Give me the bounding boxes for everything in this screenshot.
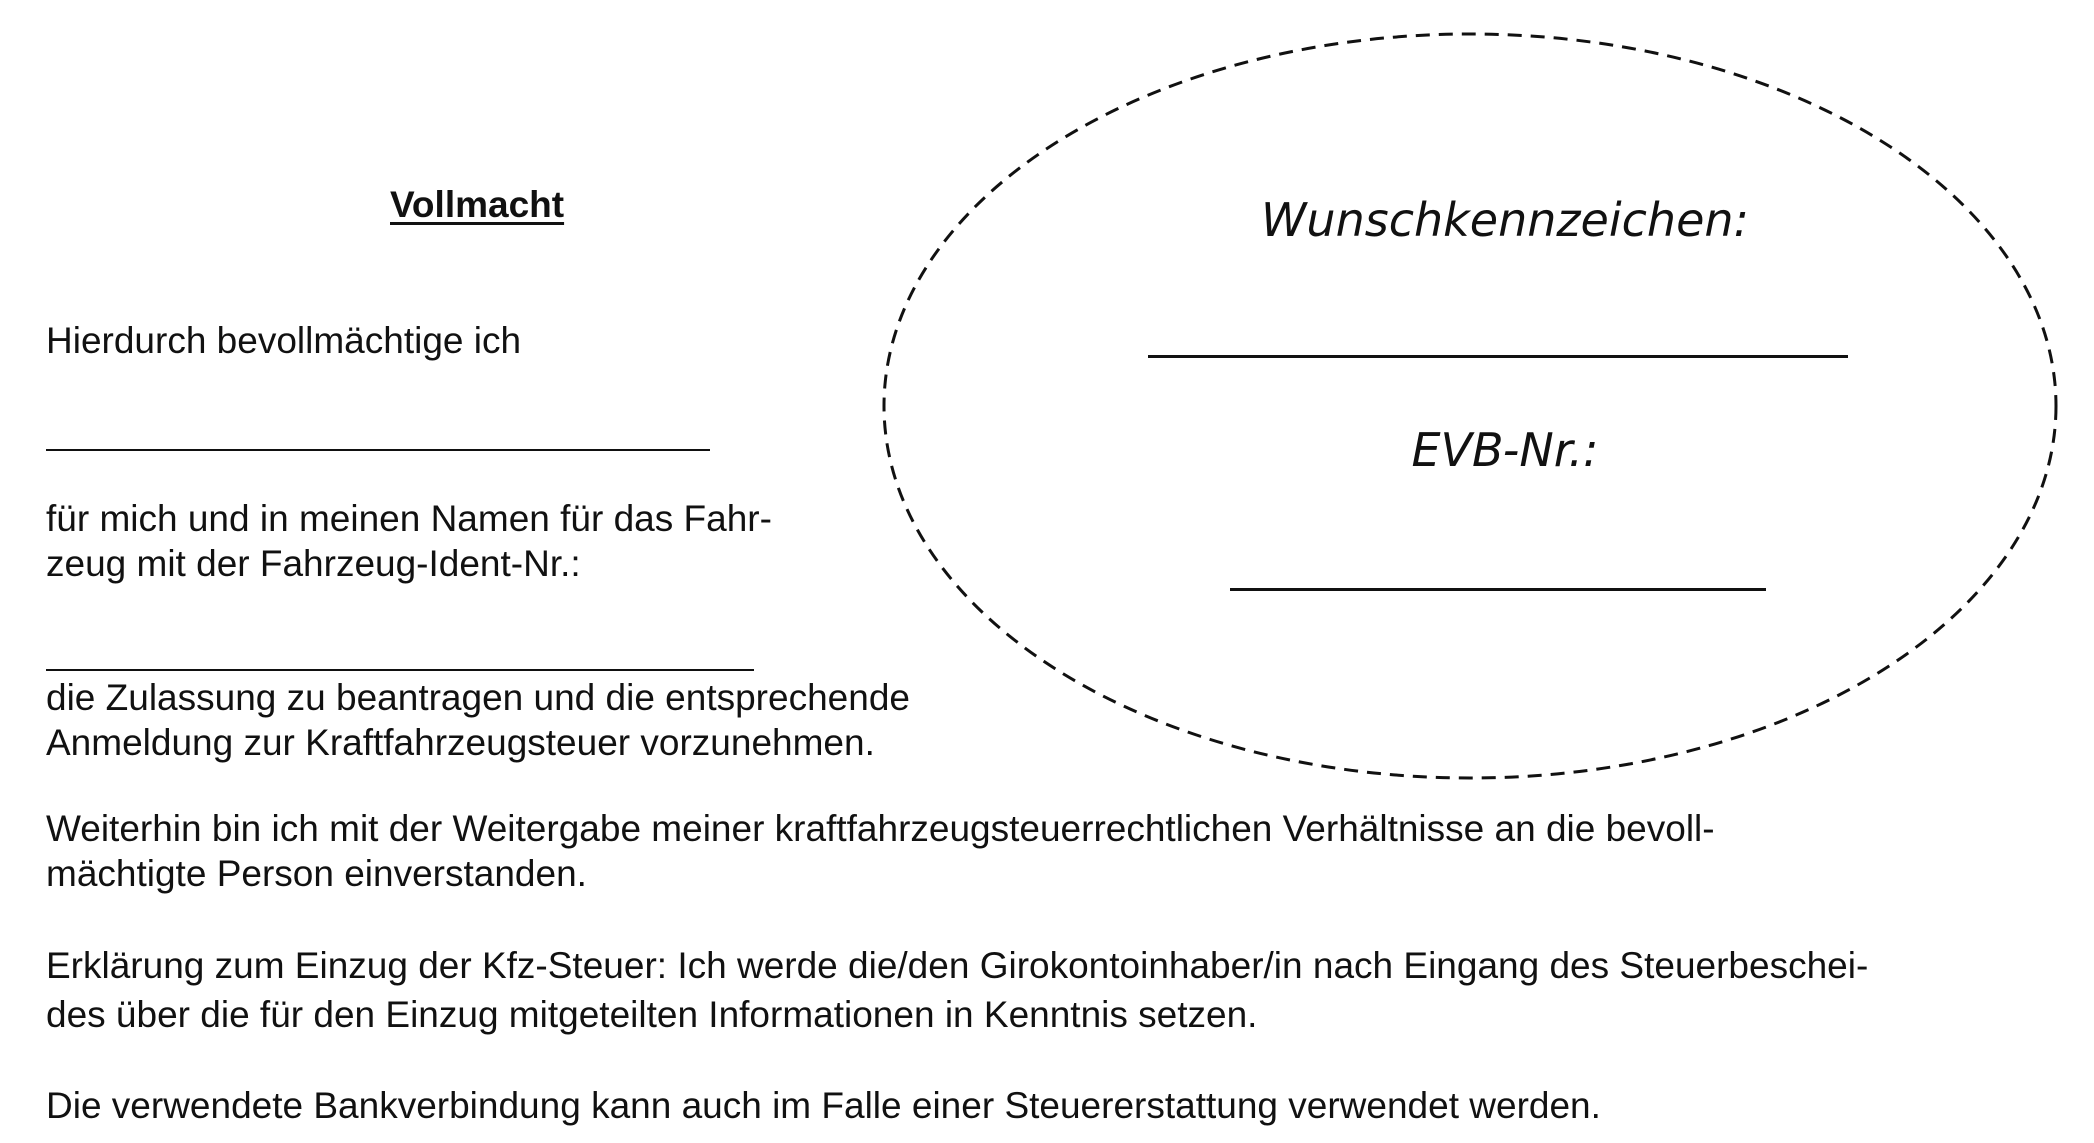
- application-text-line2: Anmeldung zur Kraftfahrzeugsteuer vorzunehmen.: [46, 722, 875, 763]
- authorized-person-line[interactable]: [46, 449, 710, 451]
- application-text-line1: die Zulassung zu beantragen und die entsprechende: [46, 677, 910, 718]
- vehicle-id-line[interactable]: [46, 669, 754, 671]
- document-title: Vollmacht: [390, 184, 565, 225]
- evb-number-line[interactable]: [1230, 588, 1766, 591]
- purpose-text-line1: für mich und in meinen Namen für das Fahr-: [46, 498, 772, 539]
- intro-text: Hierdurch bevollmächtige ich: [46, 320, 522, 361]
- plate-label: Wunschkennzeichen:: [1260, 193, 1750, 247]
- plate-number-line[interactable]: [1148, 355, 1848, 358]
- evb-label: EVB-Nr.:: [1411, 423, 1599, 477]
- tax-text-line2: des über die für den Einzug mitgeteilten Informationen in Kenntnis setzen.: [46, 994, 1258, 1035]
- dashed-ellipse-outline: [880, 28, 2060, 788]
- bank-text: Die verwendete Bankverbindung kann auch im Falle einer Steuererstattung verwendet werden.: [46, 1085, 1601, 1126]
- consent-text-line1: Weiterhin bin ich mit der Weitergabe meiner kraftfahrzeugsteuerrechtlichen Verhältnisse an die bevoll-: [46, 808, 1715, 849]
- purpose-text-line2: zeug mit der Fahrzeug-Ident-Nr.:: [46, 543, 581, 584]
- registration-ellipse: [880, 28, 2060, 788]
- consent-text-line2: mächtigte Person einverstanden.: [46, 853, 587, 894]
- tax-text-line1: Erklärung zum Einzug der Kfz-Steuer: Ich werde die/den Girokontoinhaber/in nach Eingang des Steuerbeschei-: [46, 945, 1869, 986]
